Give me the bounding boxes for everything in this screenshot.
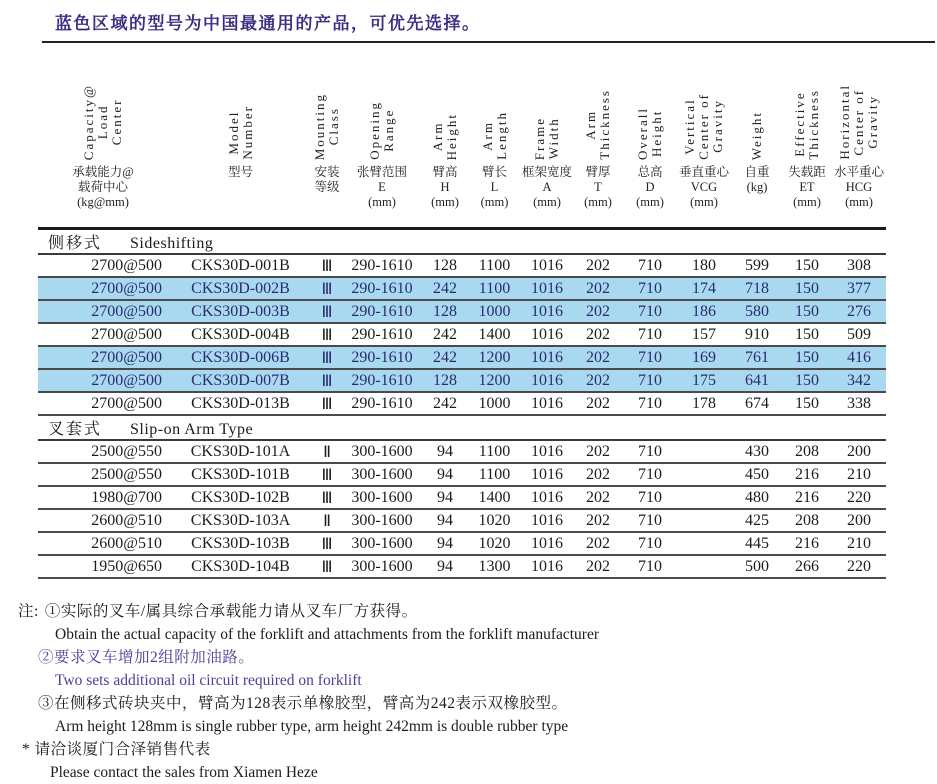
table-row [38, 392, 886, 415]
cell-arm-height: 94 [437, 557, 453, 575]
column-en-label: Vertical Center of Gravity [682, 93, 725, 160]
column-zh-label: 自重 (kg) [744, 165, 770, 194]
column-zh-label: 张臂范围 E (mm) [356, 165, 407, 209]
cell-arm-height: 94 [437, 488, 453, 506]
note-zh: ②要求叉车增加2组附加油路。 [38, 649, 255, 666]
column-zh-label: 型号 [227, 165, 253, 179]
cell-weight: 718 [745, 279, 769, 297]
cell-arm-height: 94 [437, 465, 453, 483]
cell-mounting-class: Ⅲ [321, 489, 333, 507]
cell-overall-height: 710 [638, 557, 662, 575]
cell-effective-thickness: 216 [795, 465, 819, 483]
cell-arm-length: 1020 [478, 511, 511, 529]
note-en: Please contact the sales from Xiamen Heze [50, 764, 318, 781]
cell-opening-range: 290-1610 [351, 394, 413, 412]
table-row [38, 254, 886, 277]
cell-effective-thickness: 150 [795, 256, 819, 274]
cell-arm-height: 242 [433, 279, 457, 297]
cell-frame-width: 1016 [531, 557, 563, 575]
cell-opening-range: 300-1600 [351, 534, 413, 552]
cell-vcg [676, 555, 732, 578]
cell-arm-thickness: 202 [586, 394, 610, 412]
cell-arm-thickness: 202 [586, 279, 610, 297]
cell-frame-width: 1016 [531, 371, 563, 389]
column-en-label: Weight [749, 110, 764, 160]
table-row [38, 323, 886, 346]
page-title: 蓝色区域的型号为中国最通用的产品，可优先选择。 [55, 14, 481, 33]
cell-weight: 450 [745, 465, 769, 483]
cell-arm-thickness: 202 [586, 442, 610, 460]
cell-capacity: 2700@500 [91, 325, 162, 343]
cell-arm-thickness: 202 [586, 557, 610, 575]
cell-overall-height: 710 [638, 442, 662, 460]
cell-opening-range: 290-1610 [351, 371, 413, 389]
cell-arm-length: 1400 [478, 325, 511, 343]
cell-hcg: 210 [847, 465, 871, 483]
title-section [0, 0, 937, 43]
table-row [38, 346, 886, 369]
table-row [38, 300, 886, 323]
column-header-arm-thickness [572, 69, 624, 229]
cell-model: CKS30D-007B [191, 371, 290, 389]
column-zh-label: 框架宽度 A (mm) [522, 165, 573, 209]
column-zh-label: 安装 等级 [314, 165, 340, 194]
cell-arm-height: 94 [437, 534, 453, 552]
cell-hcg: 276 [847, 302, 871, 320]
column-en-label: Arm Thickness [583, 89, 612, 160]
cell-model: CKS30D-002B [191, 279, 290, 297]
cell-vcg [676, 486, 732, 509]
note-prefix: 注: [18, 603, 39, 620]
cell-opening-range: 290-1610 [351, 348, 413, 366]
cell-arm-length: 1100 [478, 442, 511, 460]
column-header-vcg [676, 69, 732, 229]
column-en-label: Opening Range [367, 101, 396, 160]
cell-arm-thickness: 202 [586, 256, 610, 274]
cell-arm-thickness: 202 [586, 534, 610, 552]
cell-weight: 500 [745, 557, 769, 575]
cell-vcg: 169 [692, 348, 716, 366]
cell-capacity: 2700@500 [91, 348, 162, 366]
cell-opening-range: 300-1600 [351, 511, 413, 529]
table-row [38, 509, 886, 532]
cell-mounting-class: Ⅱ [323, 443, 331, 461]
cell-opening-range: 290-1610 [351, 279, 413, 297]
note-zh: ③在侧移式砖块夹中，臂高为128表示单橡胶型，臂高为242表示双橡胶型。 [38, 695, 568, 712]
cell-capacity: 1980@700 [91, 488, 162, 506]
cell-model: CKS30D-006B [191, 348, 290, 366]
cell-mounting-class: Ⅲ [321, 257, 333, 275]
column-zh-label: 总高 D (mm) [636, 165, 664, 209]
cell-mounting-class: Ⅲ [321, 372, 333, 390]
column-en-label: Effective Thickness [792, 89, 821, 160]
cell-hcg: 210 [847, 534, 871, 552]
cell-frame-width: 1016 [531, 511, 563, 529]
note-en: Obtain the actual capacity of the forklift and attachments from the forklift manufacturer [55, 626, 599, 643]
column-header-capacity [38, 69, 168, 229]
column-header-effective-thickness [782, 69, 832, 229]
cell-frame-width: 1016 [531, 394, 563, 412]
cell-weight: 641 [745, 371, 769, 389]
table-row [38, 555, 886, 578]
cell-weight: 599 [745, 256, 769, 274]
cell-hcg: 308 [847, 256, 871, 274]
cell-weight: 480 [745, 488, 769, 506]
cell-arm-thickness: 202 [586, 511, 610, 529]
column-header-model [168, 69, 313, 229]
cell-overall-height: 710 [638, 534, 662, 552]
cell-overall-height: 710 [638, 302, 662, 320]
cell-effective-thickness: 150 [795, 371, 819, 389]
column-header-frame-width [522, 69, 572, 229]
cell-arm-thickness: 202 [586, 348, 610, 366]
cell-effective-thickness: 216 [795, 488, 819, 506]
cell-vcg: 157 [692, 325, 716, 343]
column-header-arm-height [423, 69, 467, 229]
cell-overall-height: 710 [638, 371, 662, 389]
cell-vcg: 186 [692, 302, 716, 320]
cell-hcg: 200 [847, 511, 871, 529]
note-zh: * 请洽谈厦门合泽销售代表 [22, 741, 211, 758]
cell-capacity: 2700@500 [91, 394, 162, 412]
cell-opening-range: 300-1600 [351, 465, 413, 483]
column-header-weight [732, 69, 782, 229]
column-zh-label: 臂厚 T (mm) [584, 165, 612, 209]
section-title-zh: 侧移式 [48, 235, 103, 252]
column-zh-label: 承载能力@ 载荷中心 (kg@mm) [72, 165, 134, 209]
cell-frame-width: 1016 [531, 488, 563, 506]
column-header-arm-length [467, 69, 522, 229]
column-header-mounting-class [313, 69, 341, 229]
column-zh-label: 垂直重心 VCG (mm) [678, 165, 729, 209]
cell-hcg: 509 [847, 325, 871, 343]
cell-capacity: 2700@500 [91, 279, 162, 297]
cell-model: CKS30D-101A [190, 442, 291, 460]
cell-arm-length: 1020 [478, 534, 511, 552]
cell-overall-height: 710 [638, 511, 662, 529]
column-header-opening-range [341, 69, 423, 229]
cell-mounting-class: Ⅲ [321, 280, 333, 298]
column-header-hcg [832, 69, 886, 229]
cell-overall-height: 710 [638, 488, 662, 506]
column-en-label: Arm Height [430, 112, 459, 160]
cell-arm-height: 94 [437, 511, 453, 529]
title-divider [42, 41, 935, 43]
cell-overall-height: 710 [638, 465, 662, 483]
cell-arm-length: 1100 [478, 279, 511, 297]
cell-capacity: 2700@500 [91, 371, 162, 389]
cell-arm-length: 1200 [478, 348, 511, 366]
section-title-zh: 叉套式 [48, 421, 103, 438]
cell-arm-length: 1000 [478, 394, 511, 412]
cell-arm-thickness: 202 [586, 302, 610, 320]
cell-model: CKS30D-103B [191, 534, 290, 552]
cell-arm-length: 1400 [478, 488, 511, 506]
cell-capacity: 2500@550 [91, 442, 162, 460]
cell-mounting-class: Ⅲ [321, 395, 333, 413]
table-row [38, 440, 886, 463]
spec-table [38, 69, 886, 579]
cell-effective-thickness: 150 [795, 325, 819, 343]
cell-frame-width: 1016 [531, 442, 563, 460]
cell-weight: 580 [745, 302, 769, 320]
cell-effective-thickness: 150 [795, 279, 819, 297]
cell-arm-height: 94 [437, 442, 453, 460]
cell-frame-width: 1016 [531, 256, 563, 274]
cell-vcg [676, 509, 732, 532]
cell-arm-length: 1100 [478, 465, 511, 483]
cell-hcg: 416 [847, 348, 871, 366]
column-en-label: Capacity@ Load Center [81, 83, 124, 160]
cell-opening-range: 300-1600 [351, 557, 413, 575]
cell-frame-width: 1016 [531, 348, 563, 366]
cell-hcg: 338 [847, 394, 871, 412]
cell-capacity: 2700@500 [91, 256, 162, 274]
cell-hcg: 220 [847, 488, 871, 506]
cell-model: CKS30D-003B [191, 302, 290, 320]
column-en-label: Arm Length [479, 111, 509, 160]
cell-capacity: 1950@650 [91, 557, 162, 575]
cell-effective-thickness: 216 [795, 534, 819, 552]
note-en: Arm height 128mm is single rubber type, arm height 242mm is double rubber type [55, 718, 569, 735]
note-zh: 注: ①实际的叉车/属具综合承载能力请从叉车厂方获得。 [18, 603, 418, 620]
cell-arm-height: 242 [433, 325, 457, 343]
cell-opening-range: 300-1600 [351, 488, 413, 506]
note-en: Two sets additional oil circuit required on forklift [55, 672, 362, 689]
cell-opening-range: 290-1610 [351, 325, 413, 343]
cell-vcg: 174 [692, 279, 716, 297]
cell-vcg: 180 [692, 256, 716, 274]
column-en-label: Horizontal Center of Gravity [837, 84, 880, 160]
column-en-label: Overall Height [635, 107, 664, 160]
cell-weight: 674 [745, 394, 769, 412]
cell-hcg: 377 [847, 279, 871, 297]
column-zh-label: 臂高 H (mm) [431, 165, 459, 209]
table-row [38, 463, 886, 486]
cell-effective-thickness: 266 [795, 557, 819, 575]
section-title-en: Sideshifting [130, 235, 214, 252]
column-en-label: Frame Width [532, 116, 561, 160]
cell-weight: 910 [745, 325, 769, 343]
cell-opening-range: 290-1610 [351, 302, 413, 320]
cell-vcg: 175 [692, 371, 716, 389]
cell-model: CKS30D-102B [191, 488, 290, 506]
column-zh-label: 失载距 ET (mm) [788, 165, 826, 209]
notes-section [0, 600, 937, 784]
cell-capacity: 2600@510 [91, 534, 162, 552]
cell-capacity: 2500@550 [91, 465, 162, 483]
cell-mounting-class: Ⅲ [321, 349, 333, 367]
table-row [38, 532, 886, 555]
cell-arm-height: 242 [433, 348, 457, 366]
cell-weight: 761 [745, 348, 769, 366]
cell-vcg [676, 532, 732, 555]
cell-frame-width: 1016 [531, 279, 563, 297]
table-body [38, 229, 886, 579]
column-en-label: Mounting Class [312, 92, 341, 160]
cell-mounting-class: Ⅲ [321, 326, 333, 344]
cell-weight: 425 [745, 511, 769, 529]
cell-model: CKS30D-001B [191, 256, 290, 274]
cell-arm-length: 1000 [478, 302, 511, 320]
cell-frame-width: 1016 [531, 465, 563, 483]
cell-vcg [676, 463, 732, 486]
cell-arm-height: 128 [433, 256, 457, 274]
cell-overall-height: 710 [638, 279, 662, 297]
cell-mounting-class: Ⅲ [321, 303, 333, 321]
cell-arm-height: 242 [433, 394, 457, 412]
cell-arm-length: 1100 [478, 256, 511, 274]
cell-overall-height: 710 [638, 394, 662, 412]
cell-hcg: 342 [847, 371, 871, 389]
cell-overall-height: 710 [638, 348, 662, 366]
cell-overall-height: 710 [638, 256, 662, 274]
cell-effective-thickness: 208 [795, 442, 819, 460]
cell-mounting-class: Ⅲ [321, 558, 333, 576]
column-header-overall-height [624, 69, 676, 229]
cell-capacity: 2700@500 [91, 302, 162, 320]
cell-opening-range: 290-1610 [351, 256, 413, 274]
cell-effective-thickness: 150 [795, 394, 819, 412]
cell-hcg: 200 [847, 442, 871, 460]
cell-arm-height: 128 [433, 302, 457, 320]
cell-frame-width: 1016 [531, 302, 563, 320]
cell-hcg: 220 [847, 557, 871, 575]
cell-model: CKS30D-101B [191, 465, 290, 483]
cell-arm-thickness: 202 [586, 488, 610, 506]
cell-arm-length: 1200 [478, 371, 511, 389]
cell-effective-thickness: 208 [795, 511, 819, 529]
header-row [38, 69, 886, 229]
table-row [38, 277, 886, 300]
column-en-label: Model Number [225, 105, 255, 160]
cell-weight: 445 [745, 534, 769, 552]
cell-frame-width: 1016 [531, 325, 563, 343]
cell-vcg: 178 [692, 394, 716, 412]
cell-model: CKS30D-103A [190, 511, 291, 529]
cell-arm-thickness: 202 [586, 325, 610, 343]
cell-weight: 430 [745, 442, 769, 460]
cell-vcg [676, 440, 732, 463]
table-row [38, 486, 886, 509]
section-header-row [38, 229, 886, 255]
cell-mounting-class: Ⅱ [323, 512, 331, 530]
cell-capacity: 2600@510 [91, 511, 162, 529]
cell-opening-range: 300-1600 [351, 442, 413, 460]
cell-model: CKS30D-013B [191, 394, 290, 412]
section-header-row [38, 415, 886, 440]
cell-arm-thickness: 202 [586, 371, 610, 389]
cell-model: CKS30D-104B [191, 557, 290, 575]
cell-frame-width: 1016 [531, 534, 563, 552]
cell-arm-thickness: 202 [586, 465, 610, 483]
cell-mounting-class: Ⅲ [321, 466, 333, 484]
column-zh-label: 臂长 L (mm) [480, 165, 509, 209]
column-zh-label: 水平重心 HCG (mm) [833, 165, 884, 209]
table-row [38, 369, 886, 392]
cell-mounting-class: Ⅲ [321, 535, 333, 553]
cell-arm-height: 128 [433, 371, 457, 389]
cell-model: CKS30D-004B [191, 325, 290, 343]
cell-effective-thickness: 150 [795, 348, 819, 366]
cell-arm-length: 1300 [478, 557, 511, 575]
section-title-en: Slip-on Arm Type [130, 421, 254, 438]
cell-overall-height: 710 [638, 325, 662, 343]
cell-effective-thickness: 150 [795, 302, 819, 320]
